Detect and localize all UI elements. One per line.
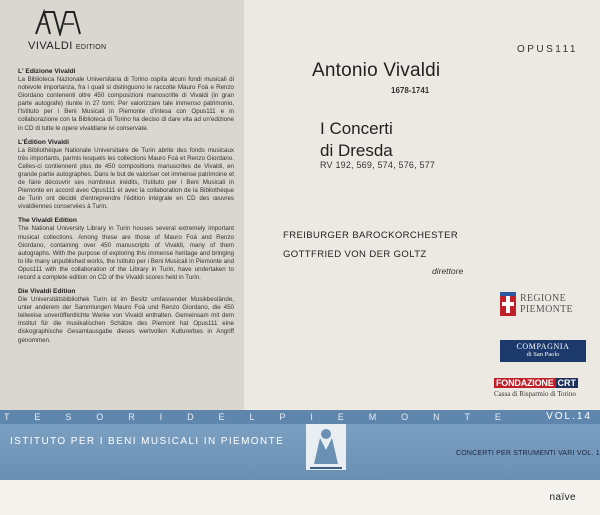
series-letter: O: [401, 412, 410, 422]
series-letter: L: [249, 412, 256, 422]
logo-label: VIVALDI EDITION: [28, 40, 107, 52]
note-heading: L' Edizione Vivaldi: [18, 68, 76, 75]
regione-line1: REGIONE: [520, 293, 566, 304]
series-letter: T: [4, 412, 11, 422]
note-english: [18, 217, 234, 282]
series-letter: M: [368, 412, 378, 422]
series-letter: D: [187, 412, 195, 422]
series-letter: T: [464, 412, 471, 422]
note-italian: [18, 68, 234, 133]
series-letter: E: [218, 412, 226, 422]
series-letter: I: [159, 412, 164, 422]
naive-label: naïve: [549, 492, 576, 503]
fondazione-label: FONDAZIONE: [496, 378, 554, 388]
emblem-icon: [306, 424, 346, 470]
concert-series: CONCERTI PER STRUMENTI VARI VOL. 1: [456, 450, 600, 457]
catalogue-numbers: RV 192, 569, 574, 576, 577: [320, 160, 436, 170]
note-french: [18, 139, 234, 212]
note-body: Die Universitätsbibliothek Turin ist im Besitz umfassender Musikbestände, unter anderem der Sammlungen Mauro Foà und Renzo Giordano, die 450 teilweise unveröffentlichte Werke von Vivaldi enthalten. Gemeinsam mit dem Institut für die musikalischen Schätze des Piemont hat Opus111 eine diskographische Gesamtausgabe dieses wertvollen Kulturerbes in Angriff genommen.: [18, 296, 234, 344]
label-code: OPUS111: [516, 44, 578, 55]
series-band: [0, 410, 600, 480]
conductor-role: direttore: [432, 266, 464, 276]
composer-name: Antonio Vivaldi: [312, 60, 441, 81]
regione-line2: PIEMONTE: [520, 304, 573, 315]
series-letter: S: [65, 412, 73, 422]
compagnia-line2: di San Paolo: [526, 351, 560, 358]
work-title: [320, 118, 393, 162]
note-german: [18, 288, 234, 345]
institute-name: ISTITUTO PER I BENI MUSICALI IN PIEMONTE: [10, 436, 285, 447]
series-letter: N: [433, 412, 441, 422]
crt-wordmark: [494, 378, 590, 388]
note-body: The National University Library in Turin houses several extremely important musical collections. Among these are those of Mauro Foà and Renzo Giordano, containing over 450 manuscripts of Vivaldi, many of them autographs. With the purpose of exploring this immense heritage and bringing to life many unpublished works, the Istituto per i Beni Musicali in Piemonte and Opus111 with the collaboration of the Library in Turin, have undertaken to record a complete edition on CD of the Vivaldi scores held in Turin.: [18, 225, 234, 281]
note-body: La Biblioteca Nazionale Universitaria di Torino ospita alcuni fondi musicali di notevole importanza, fra i quali si distinguono le raccolte Mauro Foà e Renzo Giordano contenenti oltre 450 composizioni manoscritte di Vivaldi (in gran parte autografe) riunite in 27 tomi. Per valorizzare tale immenso patrimonio, l'Istituto per i Beni Musicali in Piemonte d'intesa con Opus111 e in collaborazione con la Biblioteca di Torino ha deciso di dare vita ad un'edizione in CD di tutte le opere vivaldiane ivi conservate.: [18, 76, 234, 132]
bottom-strip: [0, 480, 600, 515]
series-letter: R: [128, 412, 136, 422]
note-body: La Bibliothèque Nationale Universitaire de Turin abrite des fonds musicaux très importants, parmis lesquels les collections Mauro Foà et Renzo Giordano. Celles-ci contiennent plus de 450 compositions manuscrites de Vivaldi, en grande partie autographes. Dans le but de valoriser cet immense patrimoine et de faire découvrir ses nombreux inédits, l'Istituto per i Beni Musicali in Piemonte en accord avec Opus111 et avec la collaboration de la Bibliothèque de Turin ont décidé d'entreprendre l'édition intégrale en CD des œuvres vivaldiennes conservées à Turin.: [18, 146, 234, 211]
edition-notes: [18, 68, 234, 351]
composer-dates: 1678-1741: [391, 86, 430, 95]
orchestra-name: FREIBURGER BAROCKORCHESTER: [283, 230, 459, 241]
crt-subtitle: Cassa di Risparmio di Torino: [494, 390, 576, 398]
series-letter: E: [494, 412, 502, 422]
compagnia-line1: COMPAGNIA: [516, 342, 570, 351]
series-letter: P: [279, 412, 287, 422]
series-letter: I: [310, 412, 314, 422]
volume-number: VOL.14: [546, 411, 592, 422]
series-letter: E: [337, 412, 345, 422]
note-heading: Die Vivaldi Edition: [18, 288, 76, 296]
note-heading: The Vivaldi Edition: [18, 217, 77, 225]
compagnia-san-paolo-logo: [500, 340, 586, 362]
fondazione-crt-logo: [494, 378, 590, 408]
series-letter: O: [96, 412, 105, 422]
liner-notes-panel: [0, 0, 244, 410]
crt-label: CRT: [557, 378, 576, 388]
series-letter: E: [34, 412, 42, 422]
vivaldi-logo-icon: [30, 6, 84, 36]
series-title: [4, 412, 596, 422]
regione-piemonte-logo: [500, 292, 586, 316]
work-title-line1: I Concerti: [320, 119, 393, 138]
work-title-line2: di Dresda: [320, 141, 393, 160]
vivaldi-edition-logo: [18, 6, 110, 64]
conductor-name: GOTTFRIED VON DER GOLTZ: [283, 249, 427, 260]
regione-flag-icon: [500, 292, 516, 316]
regione-text: [520, 293, 573, 315]
note-heading: L'Édition Vivaldi: [18, 138, 69, 146]
